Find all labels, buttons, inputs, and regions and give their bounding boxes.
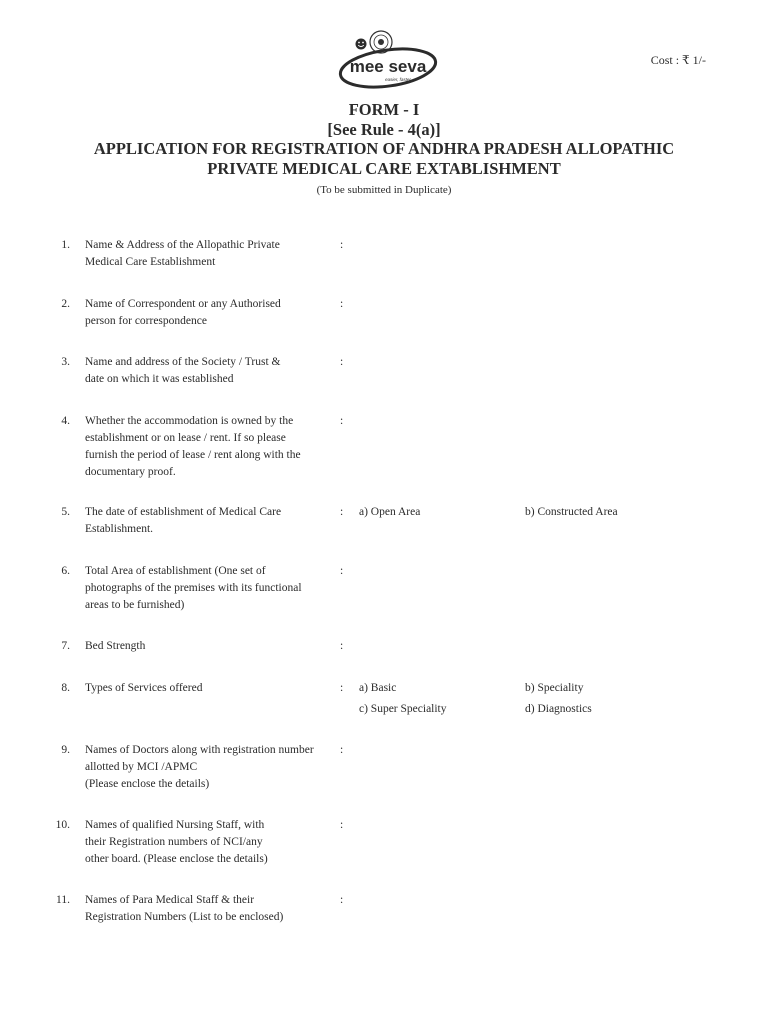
- form-item-8: [0, 680, 768, 720]
- item-label: Name & Address of the Allopathic Private Medical Care Establishment: [85, 239, 280, 268]
- form-title-line1: APPLICATION FOR REGISTRATION OF ANDHRA PRADESH ALLOPATHIC: [93, 139, 675, 158]
- item-number: 10.: [55, 819, 70, 831]
- item-colon: :: [340, 415, 344, 427]
- item-colon: :: [340, 298, 344, 310]
- item-number: 6.: [61, 565, 70, 577]
- item-number: 3.: [61, 356, 70, 368]
- item-number: 1.: [61, 239, 70, 251]
- option-constructed-area: b) Constructed Area: [525, 506, 618, 518]
- item-number: 11.: [56, 894, 70, 906]
- item-number: 2.: [61, 298, 70, 310]
- form-title-line2: PRIVATE MEDICAL CARE EXTABLISHMENT: [207, 158, 561, 178]
- option-diagnostics: d) Diagnostics: [525, 703, 592, 715]
- option-super-speciality: c) Super Speciality: [359, 703, 447, 715]
- mee-seva-logo: [336, 26, 442, 92]
- item-colon: :: [340, 819, 344, 831]
- item-number: 5.: [61, 506, 70, 518]
- logo-text: mee seva: [349, 57, 427, 76]
- item-colon: :: [340, 682, 344, 694]
- item-colon: :: [340, 356, 344, 368]
- item-colon: :: [340, 894, 344, 906]
- form-header: [0, 100, 768, 196]
- item-colon: :: [340, 640, 344, 652]
- item-colon: :: [340, 565, 344, 577]
- form-number: FORM - I: [348, 100, 420, 119]
- item-number: 8.: [61, 682, 70, 694]
- option-open-area: a) Open Area: [359, 506, 421, 518]
- item-label: The date of establishment of Medical Care Establishment.: [85, 506, 282, 535]
- item-colon: :: [340, 744, 344, 756]
- logo-tagline: easier, faster: [385, 77, 411, 82]
- item-number: 9.: [61, 744, 70, 756]
- smiley-icon: [356, 39, 367, 50]
- item-label: Total Area of establishment (One set of photographs of the premises with its functional areas to be furnished): [85, 565, 302, 611]
- item-colon: :: [340, 239, 344, 251]
- item-label: Name and address of the Society / Trust & date on which it was established: [85, 356, 281, 385]
- item-label: Whether the accommodation is owned by the establishment or on lease / rent. If so please furnish the period of lease / rent along with the documentary proof.: [85, 415, 301, 478]
- item-label: Names of Para Medical Staff & their Registration Numbers (List to be enclosed): [85, 894, 284, 923]
- item-label: Names of qualified Nursing Staff, with their Registration numbers of NCI/any other board. (Please enclose the details): [85, 819, 268, 865]
- item-label: Bed Strength: [85, 640, 146, 652]
- form-note: (To be submitted in Duplicate): [316, 184, 452, 196]
- item-colon: :: [340, 506, 344, 518]
- item-label: Types of Services offered: [85, 682, 203, 694]
- item-label: Names of Doctors along with registration number allotted by MCI /APMC (Please enclose the details): [85, 744, 314, 790]
- form-rule: [See Rule - 4(a)]: [327, 119, 441, 139]
- item-label: Name of Correspondent or any Authorised person for correspondence: [85, 298, 281, 327]
- option-speciality: b) Speciality: [525, 682, 584, 694]
- cost-label: Cost : ₹ 1/-: [650, 53, 706, 67]
- item-number: 7.: [61, 640, 70, 652]
- option-basic: a) Basic: [359, 682, 397, 694]
- item-number: 4.: [61, 415, 70, 427]
